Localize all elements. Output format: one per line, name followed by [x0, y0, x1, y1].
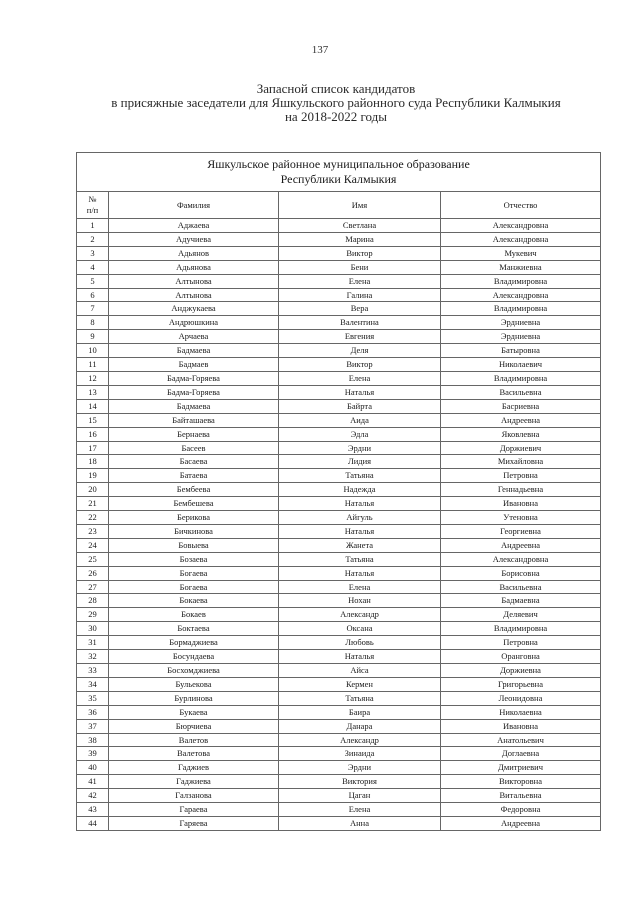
section-header — [77, 153, 601, 192]
surname-cell: Андрюшкина — [109, 316, 279, 330]
table-row — [77, 497, 601, 511]
row-number: 9 — [77, 330, 109, 344]
row-number: 21 — [77, 497, 109, 511]
table-row — [77, 399, 601, 413]
table-row — [77, 761, 601, 775]
name-cell: Деля — [279, 344, 441, 358]
table-row — [77, 316, 601, 330]
row-number: 5 — [77, 274, 109, 288]
table-row — [77, 441, 601, 455]
name-cell: Наталья — [279, 385, 441, 399]
surname-cell: Берикова — [109, 511, 279, 525]
row-number: 20 — [77, 483, 109, 497]
name-cell: Марина — [279, 232, 441, 246]
surname-cell: Адьянов — [109, 246, 279, 260]
row-number: 19 — [77, 469, 109, 483]
name-cell: Жанета — [279, 538, 441, 552]
surname-cell: Арчаева — [109, 330, 279, 344]
patronymic-cell: Деляевич — [441, 608, 601, 622]
patronymic-cell: Александровна — [441, 232, 601, 246]
patronymic-cell: Ивановна — [441, 497, 601, 511]
column-header-name: Имя — [279, 192, 441, 219]
surname-cell: Бовыева — [109, 538, 279, 552]
surname-cell: Бадмаева — [109, 399, 279, 413]
patronymic-cell: Доглаевна — [441, 747, 601, 761]
table-row — [77, 552, 601, 566]
title-line-1: Запасной список кандидатов — [256, 81, 416, 96]
patronymic-cell: Владимировна — [441, 622, 601, 636]
column-header-number — [77, 192, 109, 219]
row-number: 38 — [77, 733, 109, 747]
surname-cell: Алтынова — [109, 288, 279, 302]
surname-cell: Бадма-Горяева — [109, 385, 279, 399]
name-cell: Эрдни — [279, 761, 441, 775]
name-cell: Зинаида — [279, 747, 441, 761]
surname-cell: Басаева — [109, 455, 279, 469]
surname-cell: Босхомджиева — [109, 664, 279, 678]
surname-cell: Бокаев — [109, 608, 279, 622]
row-number: 34 — [77, 677, 109, 691]
name-cell: Виктор — [279, 358, 441, 372]
section-line-2: Республики Калмыкия — [280, 172, 397, 186]
row-number: 39 — [77, 747, 109, 761]
document-title — [40, 82, 632, 124]
table-row — [77, 413, 601, 427]
patronymic-cell: Васильевна — [441, 580, 601, 594]
name-cell: Наталья — [279, 524, 441, 538]
column-header-surname: Фамилия — [109, 192, 279, 219]
name-cell: Эрдни — [279, 441, 441, 455]
table-row — [77, 344, 601, 358]
row-number: 35 — [77, 691, 109, 705]
table-row — [77, 511, 601, 525]
surname-cell: Бормаджиева — [109, 636, 279, 650]
patronymic-cell: Эрдниевна — [441, 330, 601, 344]
table-row — [77, 789, 601, 803]
row-number: 41 — [77, 775, 109, 789]
surname-cell: Бичкинова — [109, 524, 279, 538]
name-cell: Виктор — [279, 246, 441, 260]
name-cell: Надежда — [279, 483, 441, 497]
table-row — [77, 622, 601, 636]
name-cell: Нохан — [279, 594, 441, 608]
row-number: 14 — [77, 399, 109, 413]
patronymic-cell: Ивановна — [441, 719, 601, 733]
name-cell: Айса — [279, 664, 441, 678]
surname-cell: Аджаева — [109, 219, 279, 233]
name-cell: Виктория — [279, 775, 441, 789]
table-row — [77, 455, 601, 469]
patronymic-cell: Утеновна — [441, 511, 601, 525]
surname-cell: Гараева — [109, 803, 279, 817]
surname-cell: Босундаева — [109, 650, 279, 664]
row-number: 3 — [77, 246, 109, 260]
table-row — [77, 803, 601, 817]
patronymic-cell: Андреевна — [441, 413, 601, 427]
name-cell: Елена — [279, 580, 441, 594]
row-number: 26 — [77, 566, 109, 580]
patronymic-cell: Викторовна — [441, 775, 601, 789]
surname-cell: Бембеева — [109, 483, 279, 497]
row-number: 11 — [77, 358, 109, 372]
surname-cell: Богаева — [109, 580, 279, 594]
patronymic-cell: Александровна — [441, 219, 601, 233]
row-number: 18 — [77, 455, 109, 469]
table-row — [77, 816, 601, 830]
name-cell: Данара — [279, 719, 441, 733]
row-number: 13 — [77, 385, 109, 399]
patronymic-cell: Манжиевна — [441, 260, 601, 274]
table-row — [77, 677, 601, 691]
name-cell: Александр — [279, 608, 441, 622]
row-number: 25 — [77, 552, 109, 566]
table-row — [77, 636, 601, 650]
table-row — [77, 608, 601, 622]
name-cell: Александр — [279, 733, 441, 747]
row-number: 43 — [77, 803, 109, 817]
patronymic-cell: Владимировна — [441, 302, 601, 316]
surname-cell: Валетова — [109, 747, 279, 761]
patronymic-cell: Николаевна — [441, 705, 601, 719]
column-header-number-line-2: п/п — [86, 205, 99, 215]
patronymic-cell: Александровна — [441, 552, 601, 566]
surname-cell: Валетов — [109, 733, 279, 747]
row-number: 16 — [77, 427, 109, 441]
column-header-patronymic: Отчество — [441, 192, 601, 219]
name-cell: Валентина — [279, 316, 441, 330]
page-number: 137 — [311, 44, 329, 56]
name-cell: Елена — [279, 803, 441, 817]
name-cell: Татьяна — [279, 552, 441, 566]
row-number: 29 — [77, 608, 109, 622]
row-number: 17 — [77, 441, 109, 455]
row-number: 4 — [77, 260, 109, 274]
patronymic-cell: Андреевна — [441, 816, 601, 830]
table-body — [77, 219, 601, 831]
patronymic-cell: Григорьевна — [441, 677, 601, 691]
row-number: 2 — [77, 232, 109, 246]
patronymic-cell: Геннадьевна — [441, 483, 601, 497]
surname-cell: Бозаева — [109, 552, 279, 566]
table-row — [77, 358, 601, 372]
name-cell: Галина — [279, 288, 441, 302]
surname-cell: Бюрчиева — [109, 719, 279, 733]
name-cell: Аида — [279, 413, 441, 427]
row-number: 7 — [77, 302, 109, 316]
table-row — [77, 385, 601, 399]
row-number: 23 — [77, 524, 109, 538]
row-number: 30 — [77, 622, 109, 636]
row-number: 31 — [77, 636, 109, 650]
patronymic-cell: Андреевна — [441, 538, 601, 552]
surname-cell: Бернаева — [109, 427, 279, 441]
patronymic-cell: Владимировна — [441, 371, 601, 385]
table-row — [77, 775, 601, 789]
patronymic-cell: Доржиевна — [441, 664, 601, 678]
surname-cell: Бадмаева — [109, 344, 279, 358]
table-row — [77, 469, 601, 483]
table-row — [77, 483, 601, 497]
surname-cell: Букаева — [109, 705, 279, 719]
name-cell: Цаган — [279, 789, 441, 803]
patronymic-cell: Васильевна — [441, 385, 601, 399]
table-row — [77, 538, 601, 552]
table-row — [77, 427, 601, 441]
name-cell: Айгуль — [279, 511, 441, 525]
name-cell: Любовь — [279, 636, 441, 650]
section-line-1: Яшкульское районное муниципальное образование — [207, 157, 470, 171]
title-line-3: на 2018-2022 годы — [284, 109, 388, 124]
patronymic-cell: Мукевич — [441, 246, 601, 260]
patronymic-cell: Николаевич — [441, 358, 601, 372]
row-number: 32 — [77, 650, 109, 664]
row-number: 24 — [77, 538, 109, 552]
table-row — [77, 705, 601, 719]
patronymic-cell: Яковлевна — [441, 427, 601, 441]
surname-cell: Басеев — [109, 441, 279, 455]
row-number: 15 — [77, 413, 109, 427]
name-cell: Татьяна — [279, 469, 441, 483]
surname-cell: Боктаева — [109, 622, 279, 636]
surname-cell: Адьянова — [109, 260, 279, 274]
name-cell: Оксана — [279, 622, 441, 636]
table-row — [77, 524, 601, 538]
surname-cell: Богаева — [109, 566, 279, 580]
surname-cell: Батаева — [109, 469, 279, 483]
surname-cell: Анджукаева — [109, 302, 279, 316]
surname-cell: Бурлинова — [109, 691, 279, 705]
surname-cell: Гаджиева — [109, 775, 279, 789]
patronymic-cell: Батыровна — [441, 344, 601, 358]
surname-cell: Галзанова — [109, 789, 279, 803]
name-cell: Татьяна — [279, 691, 441, 705]
row-number: 6 — [77, 288, 109, 302]
table-row — [77, 302, 601, 316]
surname-cell: Гаджиев — [109, 761, 279, 775]
row-number: 28 — [77, 594, 109, 608]
table-row — [77, 232, 601, 246]
name-cell: Вера — [279, 302, 441, 316]
surname-cell: Бембешева — [109, 497, 279, 511]
table-row — [77, 566, 601, 580]
table-row — [77, 288, 601, 302]
row-number: 44 — [77, 816, 109, 830]
surname-cell: Бадма-Горяева — [109, 371, 279, 385]
table-row — [77, 580, 601, 594]
patronymic-cell: Витальевна — [441, 789, 601, 803]
name-cell: Наталья — [279, 497, 441, 511]
surname-cell: Адучиева — [109, 232, 279, 246]
table-row — [77, 330, 601, 344]
table-row — [77, 733, 601, 747]
name-cell: Светлана — [279, 219, 441, 233]
row-number: 27 — [77, 580, 109, 594]
table-row — [77, 650, 601, 664]
table-row — [77, 274, 601, 288]
table-row — [77, 691, 601, 705]
candidates-table — [76, 152, 601, 831]
name-cell: Лидия — [279, 455, 441, 469]
table-row — [77, 219, 601, 233]
patronymic-cell: Федоровна — [441, 803, 601, 817]
patronymic-cell: Борисовна — [441, 566, 601, 580]
patronymic-cell: Леонидовна — [441, 691, 601, 705]
name-cell: Наталья — [279, 566, 441, 580]
name-cell: Елена — [279, 371, 441, 385]
patronymic-cell: Петровна — [441, 469, 601, 483]
table-row — [77, 246, 601, 260]
patronymic-cell: Басриевна — [441, 399, 601, 413]
name-cell: Евгения — [279, 330, 441, 344]
patronymic-cell: Анатольевич — [441, 733, 601, 747]
row-number: 33 — [77, 664, 109, 678]
patronymic-cell: Георгиевна — [441, 524, 601, 538]
name-cell: Елена — [279, 274, 441, 288]
patronymic-cell: Александровна — [441, 288, 601, 302]
row-number: 12 — [77, 371, 109, 385]
surname-cell: Бокаева — [109, 594, 279, 608]
table-row — [77, 260, 601, 274]
table-row — [77, 747, 601, 761]
table-row — [77, 371, 601, 385]
name-cell: Баира — [279, 705, 441, 719]
name-cell: Байрта — [279, 399, 441, 413]
table-row — [77, 664, 601, 678]
surname-cell: Гаряева — [109, 816, 279, 830]
row-number: 1 — [77, 219, 109, 233]
patronymic-cell: Михайловна — [441, 455, 601, 469]
surname-cell: Байташаева — [109, 413, 279, 427]
patronymic-cell: Дмитриевич — [441, 761, 601, 775]
patronymic-cell: Владимировна — [441, 274, 601, 288]
row-number: 8 — [77, 316, 109, 330]
patronymic-cell: Эрдниевна — [441, 316, 601, 330]
surname-cell: Бадмаев — [109, 358, 279, 372]
row-number: 40 — [77, 761, 109, 775]
row-number: 36 — [77, 705, 109, 719]
row-number: 10 — [77, 344, 109, 358]
column-header-number-line-1: № — [88, 194, 97, 204]
patronymic-cell: Петровна — [441, 636, 601, 650]
name-cell: Наталья — [279, 650, 441, 664]
row-number: 22 — [77, 511, 109, 525]
table-row — [77, 719, 601, 733]
row-number: 42 — [77, 789, 109, 803]
table-row — [77, 594, 601, 608]
name-cell: Кермен — [279, 677, 441, 691]
surname-cell: Алтынова — [109, 274, 279, 288]
name-cell: Анна — [279, 816, 441, 830]
row-number: 37 — [77, 719, 109, 733]
patronymic-cell: Доржиевич — [441, 441, 601, 455]
name-cell: Эдла — [279, 427, 441, 441]
name-cell: Бени — [279, 260, 441, 274]
title-line-2: в присяжные заседатели для Яшкульского районного суда Республики Калмыкия — [111, 95, 561, 110]
patronymic-cell: Оранговна — [441, 650, 601, 664]
surname-cell: Бульекова — [109, 677, 279, 691]
patronymic-cell: Бадмаевна — [441, 594, 601, 608]
